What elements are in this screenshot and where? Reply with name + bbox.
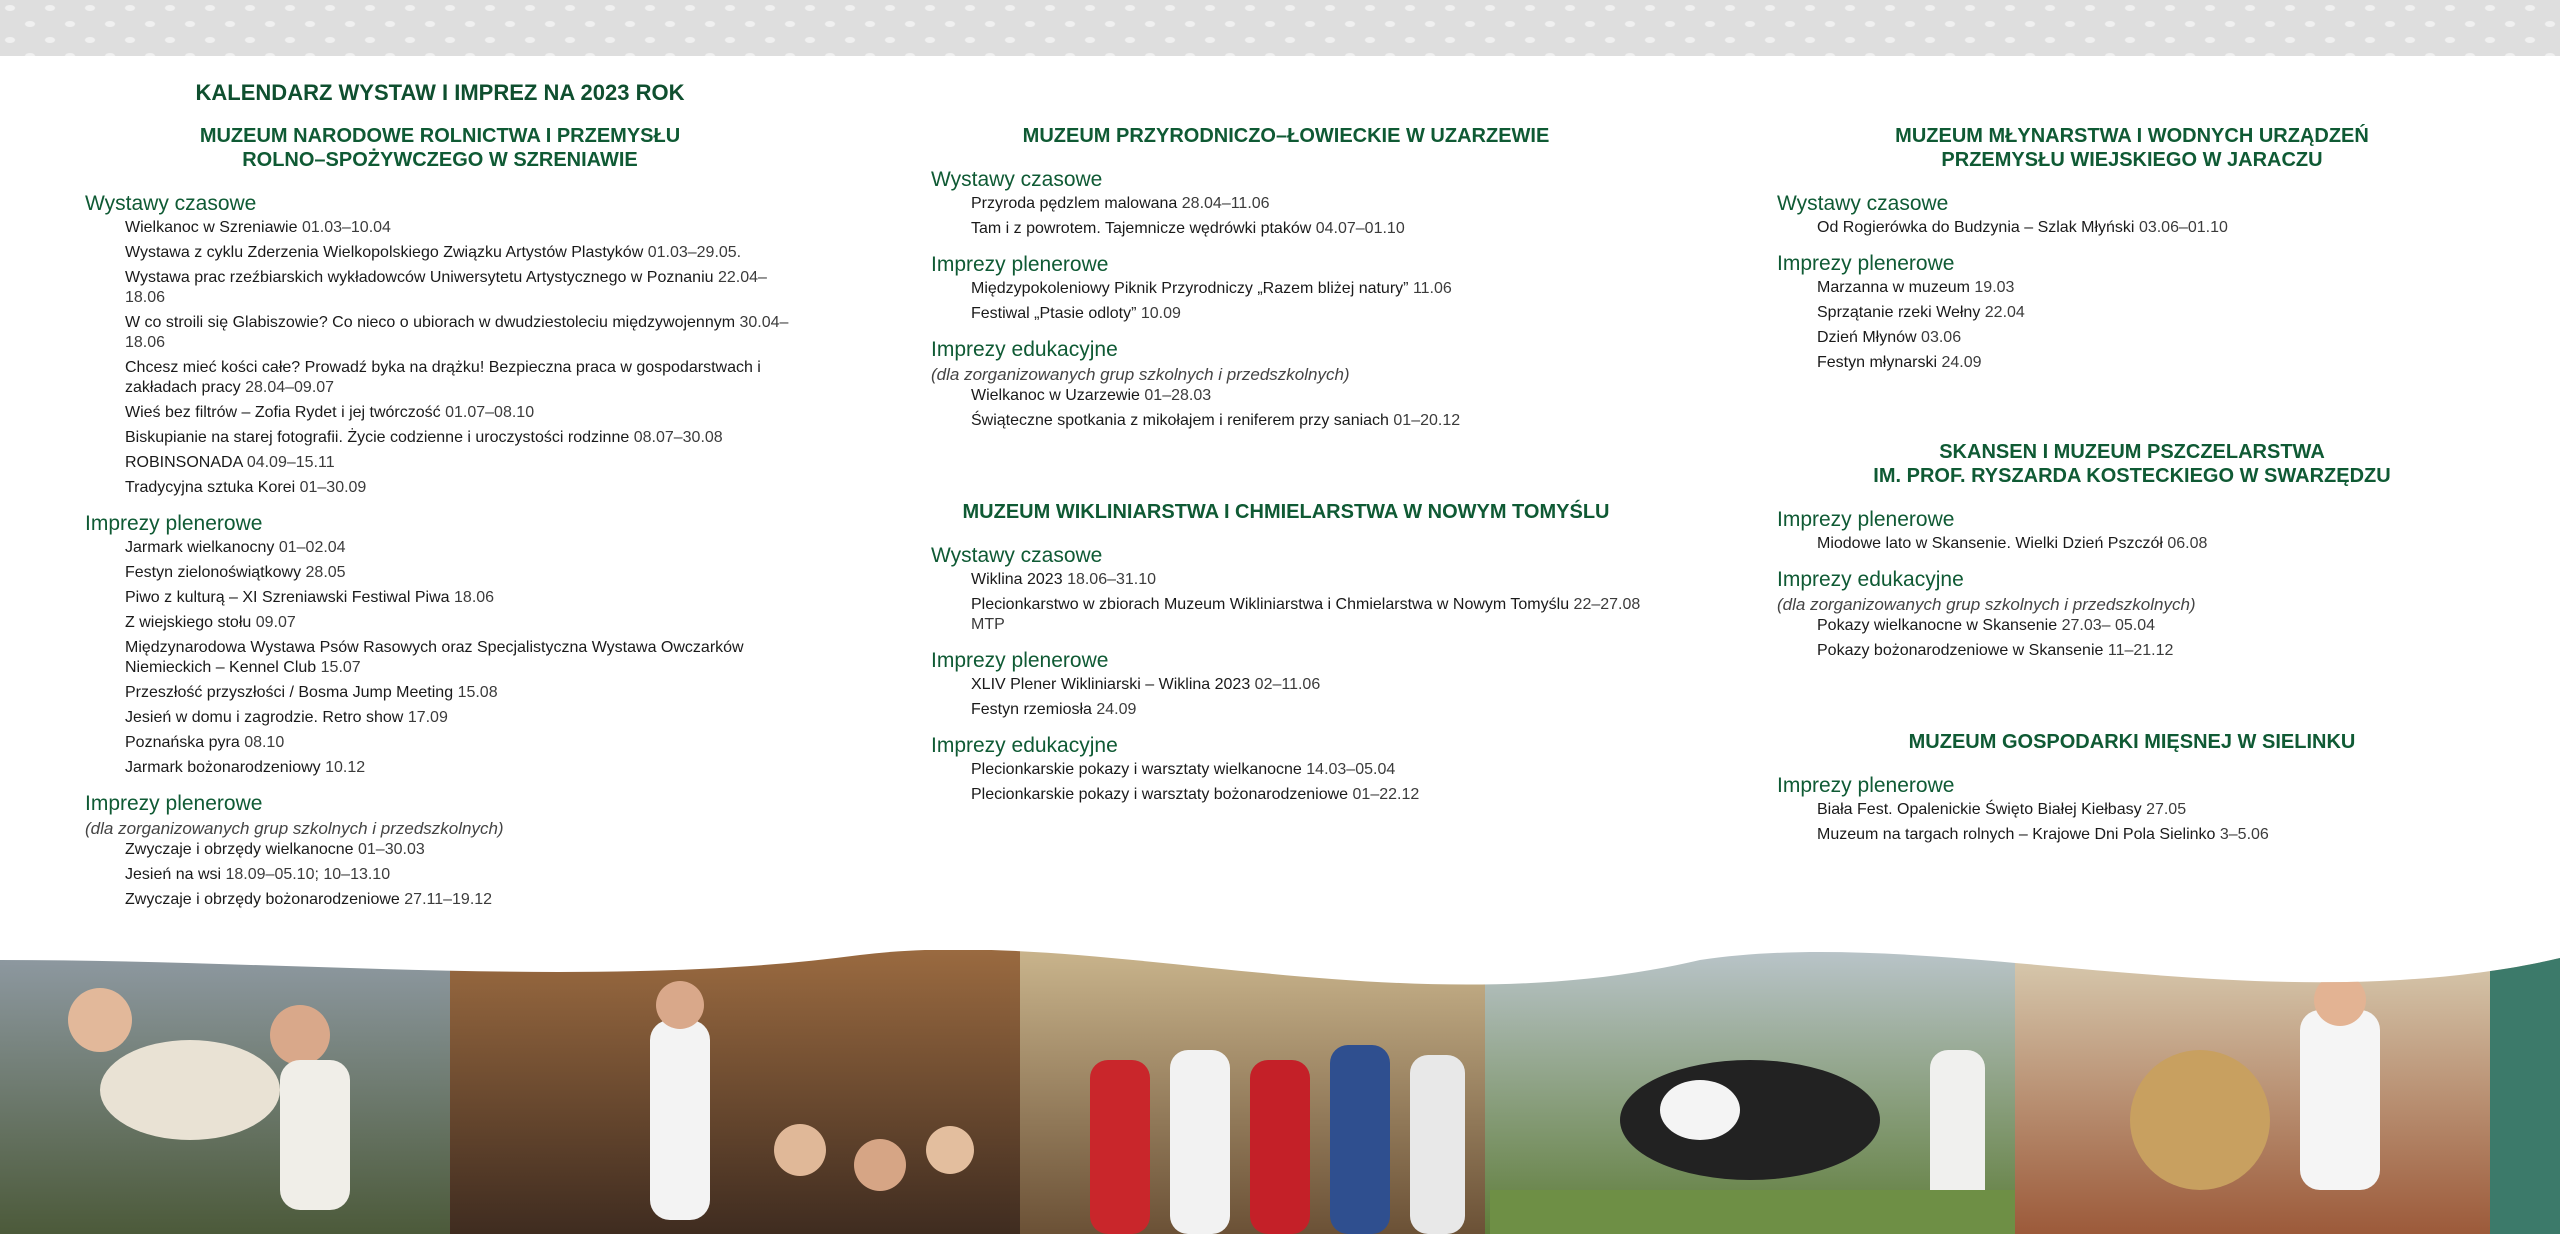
event-item [1817, 641, 2487, 661]
event-item [971, 386, 1641, 406]
event-date: 15.08 [457, 684, 498, 701]
event-item [125, 243, 795, 263]
event-date: 30.04–18.06 [125, 314, 789, 351]
section-title: Imprezy plenerowe [85, 512, 263, 535]
event-name: Wieś bez filtrów – Zofia Rydet i jej twórczość [125, 404, 441, 421]
museum-title: MUZEUM WIKLINIARSTWA I CHMIELARSTWA W NOWYM TOMYŚLU [962, 501, 1610, 523]
museum-title: MUZEUM GOSPODARKI MIĘSNEJ W SIELINKU [1908, 731, 2356, 753]
section-title: Wystawy czasowe [1777, 192, 1949, 215]
event-name: Jesień na wsi [125, 866, 222, 883]
decorative-pattern-band [0, 0, 2560, 56]
event-name: Zwyczaje i obrzędy wielkanocne [125, 841, 354, 858]
event-date: 04.07–01.10 [1315, 220, 1405, 237]
event-name: Piwo z kulturą – XI Szreniawski Festiwal Piwa [125, 589, 450, 606]
event-date: 01–22.12 [1352, 786, 1420, 803]
event-date: 03.06–01.10 [2138, 219, 2228, 236]
event-name: Miodowe lato w Skansenie. Wielki Dzień Pszczół [1817, 535, 2163, 552]
event-item [1817, 616, 2487, 636]
event-date: 3–5.06 [2219, 826, 2269, 843]
event-list [931, 570, 1641, 635]
event-item [125, 613, 795, 633]
event-date: 11.06 [1412, 280, 1452, 297]
section-note: (dla zorganizowanych grup szkolnych i przedszkolnych) [85, 819, 504, 838]
museum-swarzedz [1777, 440, 2487, 673]
section-note: (dla zorganizowanych grup szkolnych i przedszkolnych) [1777, 595, 2196, 614]
event-item [125, 428, 795, 448]
event-date: 01–28.03 [1144, 387, 1212, 404]
event-list [931, 386, 1641, 431]
event-name: Świąteczne spotkania z mikołajem i reniferem przy saniach [971, 412, 1389, 429]
event-name: Biała Fest. Opalenickie Święto Białej Kiełbasy [1817, 801, 2142, 818]
event-item [1817, 218, 2487, 238]
event-date: 08.10 [244, 734, 285, 751]
event-list [931, 279, 1641, 324]
event-date: 27.05 [2146, 801, 2187, 818]
event-item [125, 638, 795, 678]
event-name: Festyn rzemiosła [971, 701, 1092, 718]
event-item [971, 760, 1641, 780]
event-name: Tradycyjna sztuka Korei [125, 479, 296, 496]
event-name: Plecionkarskie pokazy i warsztaty bożonarodzeniowe [971, 786, 1349, 803]
museum-title: MUZEUM PRZYRODNICZO–ŁOWIECKIE W UZARZEWIE [1022, 125, 1550, 147]
event-list [85, 218, 795, 498]
event-item [125, 313, 795, 353]
event-list [1777, 218, 2487, 238]
event-name: Przeszłość przyszłości / Bosma Jump Meeting [125, 684, 454, 701]
event-item [125, 403, 795, 423]
event-date: 09.07 [255, 614, 296, 631]
event-name: Festiwal „Ptasie odloty” [971, 305, 1137, 322]
event-name: Jarmark wielkanocny [125, 539, 275, 556]
event-name: Chcesz mieć kości całe? Prowadź byka na drążku! Bezpieczna praca w gospodarstwach i zakładach pracy [125, 359, 761, 396]
event-item [971, 279, 1641, 299]
event-item [971, 194, 1641, 214]
event-name: Z wiejskiego stołu [125, 614, 252, 631]
event-name: Pokazy bożonarodzeniowe w Skansenie [1817, 642, 2104, 659]
event-date: 02–11.06 [1254, 676, 1321, 693]
event-date: 15.07 [320, 659, 361, 676]
event-name: Wystawa prac rzeźbiarskich wykładowców Uniwersytetu Artystycznego w Poznaniu [125, 269, 714, 286]
event-list [1777, 616, 2487, 661]
event-item [1817, 303, 2487, 323]
event-item [125, 538, 795, 558]
event-list [931, 760, 1641, 805]
event-name: Międzynarodowa Wystawa Psów Rasowych oraz Specjalistyczna Wystawa Owczarków Niemieckich – Kennel Club [125, 639, 744, 676]
event-name: Sprzątanie rzeki Wełny [1817, 304, 1981, 321]
event-name: Wielkanoc w Szreniawie [125, 219, 298, 236]
section-title: Imprezy edukacyjne [931, 338, 1118, 361]
event-item [125, 478, 795, 498]
event-list [85, 840, 795, 910]
event-date: 01–30.09 [299, 479, 367, 496]
event-date: 18.09–05.10; 10–13.10 [225, 866, 391, 883]
event-date: 10.12 [325, 759, 366, 776]
event-item [971, 675, 1641, 695]
museum-title: MUZEUM MŁYNARSTWA I WODNYCH URZĄDZEŃ PRZEMYSŁU WIEJSKIEGO W JARACZU [1895, 125, 2369, 171]
event-item [125, 733, 795, 753]
event-list [1777, 800, 2487, 845]
event-item [125, 865, 795, 885]
event-date: 28.04–09.07 [245, 379, 335, 396]
event-date: 01.03–10.04 [301, 219, 391, 236]
event-item [1817, 328, 2487, 348]
event-item [125, 890, 795, 910]
event-name: Międzypokoleniowy Piknik Przyrodniczy „Razem bliżej natury” [971, 280, 1409, 297]
event-name: Dzień Młynów [1817, 329, 1917, 346]
section-title: Imprezy plenerowe [1777, 252, 1955, 275]
event-name: XLIV Plener Wikliniarski – Wiklina 2023 [971, 676, 1251, 693]
event-item [971, 785, 1641, 805]
event-date: 01.07–08.10 [445, 404, 535, 421]
event-date: 14.03–05.04 [1306, 761, 1396, 778]
museum-szreniawa [85, 124, 795, 922]
event-date: 19.03 [1974, 279, 2015, 296]
event-item [125, 683, 795, 703]
event-name: Zwyczaje i obrzędy bożonarodzeniowe [125, 891, 400, 908]
photo-collage-strip [0, 950, 2560, 1234]
event-name: Festyn zielonoświątkowy [125, 564, 302, 581]
event-date: 01–20.12 [1393, 412, 1461, 429]
event-date: 27.03– 05.04 [2061, 617, 2156, 634]
event-date: 01–30.03 [358, 841, 425, 858]
event-item [125, 563, 795, 583]
event-name: Poznańska pyra [125, 734, 240, 751]
event-item [125, 453, 795, 473]
event-date: 18.06–31.10 [1067, 571, 1157, 588]
event-name: Jarmark bożonarodzeniowy [125, 759, 321, 776]
event-name: Muzeum na targach rolnych – Krajowe Dni Pola Sielinko [1817, 826, 2216, 843]
event-list [1777, 278, 2487, 373]
event-item [1817, 278, 2487, 298]
event-item [971, 304, 1641, 324]
event-date: 28.04–11.06 [1181, 195, 1270, 212]
event-item [971, 570, 1641, 590]
event-item [971, 411, 1641, 431]
event-date: 17.09 [407, 709, 448, 726]
event-item [1817, 534, 2487, 554]
event-date: 01–02.04 [278, 539, 346, 556]
event-name: Marzanna w muzeum [1817, 279, 1970, 296]
event-list [931, 194, 1641, 239]
event-item [125, 708, 795, 728]
event-name: Tam i z powrotem. Tajemnicze wędrówki ptaków [971, 220, 1312, 237]
event-list [931, 675, 1641, 720]
event-date: 24.09 [1941, 354, 1982, 371]
event-name: Wielkanoc w Uzarzewie [971, 387, 1140, 404]
event-date: 08.07–30.08 [633, 429, 723, 446]
event-date: 27.11–19.12 [404, 891, 493, 908]
event-item [125, 268, 795, 308]
event-name: Przyroda pędzlem malowana [971, 195, 1178, 212]
event-date: 22–27.08 MTP [971, 596, 1641, 633]
event-name: ROBINSONADA [125, 454, 243, 471]
section-title: Wystawy czasowe [931, 544, 1103, 567]
section-title: Imprezy plenerowe [85, 792, 263, 815]
event-item [125, 840, 795, 860]
section-title: Imprezy plenerowe [1777, 508, 1955, 531]
section-note: (dla zorganizowanych grup szkolnych i przedszkolnych) [931, 365, 1350, 384]
event-name: Wiklina 2023 [971, 571, 1063, 588]
section-title: Wystawy czasowe [85, 192, 257, 215]
event-date: 28.05 [305, 564, 346, 581]
event-list [1777, 534, 2487, 554]
museum-jaracz [1777, 124, 2487, 385]
event-item [971, 219, 1641, 239]
event-item [971, 700, 1641, 720]
museum-title: MUZEUM NARODOWE ROLNICTWA I PRZEMYSŁU ROLNO–SPOŻYWCZEGO W SZRENIAWIE [199, 125, 681, 171]
event-name: Festyn młynarski [1817, 354, 1938, 371]
event-date: 22.04 [1984, 304, 2025, 321]
museum-uzarzewo [931, 124, 1641, 443]
event-name: Wystawa z cyklu Zderzenia Wielkopolskiego Związku Artystów Plastyków [125, 244, 644, 261]
event-date: 22.04–18.06 [125, 269, 767, 306]
event-name: Plecionkarskie pokazy i warsztaty wielkanocne [971, 761, 1302, 778]
section-title: Imprezy plenerowe [1777, 774, 1955, 797]
event-date: 03.06 [1921, 329, 1962, 346]
event-name: Biskupianie na starej fotografii. Życie codzienne i uroczystości rodzinne [125, 429, 630, 446]
section-title: Imprezy edukacyjne [1777, 568, 1964, 591]
event-name: W co stroili się Glabiszowie? Co nieco o ubiorach w dwudziestoleciu międzywojennym [125, 314, 736, 331]
event-name: Pokazy wielkanocne w Skansenie [1817, 617, 2058, 634]
event-item [125, 588, 795, 608]
event-date: 06.08 [2167, 535, 2208, 552]
event-item [1817, 353, 2487, 373]
event-item [971, 595, 1641, 635]
section-title: Imprezy plenerowe [931, 649, 1109, 672]
event-item [1817, 825, 2487, 845]
event-date: 24.09 [1096, 701, 1137, 718]
event-date: 10.09 [1140, 305, 1181, 322]
museum-nowy-tomysl [931, 500, 1641, 817]
event-name: Od Rogierówka do Budzynia – Szlak Młyński [1817, 219, 2135, 236]
event-date: 18.06 [454, 589, 495, 606]
event-item [1817, 800, 2487, 820]
section-title: Imprezy plenerowe [931, 253, 1109, 276]
event-item [125, 358, 795, 398]
event-item [125, 218, 795, 238]
museum-sielinko [1777, 730, 2487, 857]
event-name: Plecionkarstwo w zbiorach Muzeum Wikliniarstwa i Chmielarstwa w Nowym Tomyślu [971, 596, 1570, 613]
event-list [85, 538, 795, 778]
event-name: Jesień w domu i zagrodzie. Retro show [125, 709, 404, 726]
event-date: 01.03–29.05. [647, 244, 742, 261]
event-date: 04.09–15.11 [246, 454, 335, 471]
event-date: 11–21.12 [2107, 642, 2174, 659]
museum-title: SKANSEN I MUZEUM PSZCZELARSTWA IM. PROF. RYSZARDA KOSTECKIEGO W SWARZĘDZU [1873, 441, 2391, 487]
event-item [125, 758, 795, 778]
page-title: KALENDARZ WYSTAW I IMPREZ NA 2023 ROK [195, 80, 685, 105]
section-title: Imprezy edukacyjne [931, 734, 1118, 757]
section-title: Wystawy czasowe [931, 168, 1103, 191]
